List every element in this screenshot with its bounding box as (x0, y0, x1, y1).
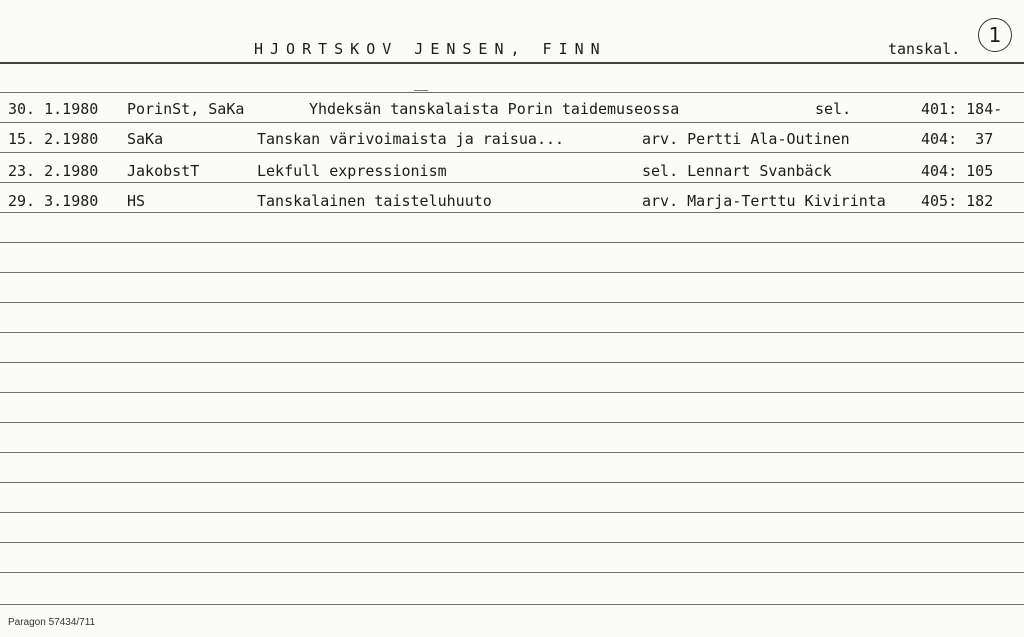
entry-kind: sel. Lennart Svanbäck (642, 162, 832, 180)
entry-source: PorinSt, SaKa (127, 100, 245, 118)
ruled-line (0, 272, 1024, 273)
entry-source: HS (127, 192, 146, 210)
entry-kind: sel. (815, 100, 852, 118)
entry-date: 15. 2.1980 (8, 130, 99, 148)
card-print-code: Paragon 57434/711 (8, 617, 96, 628)
ruled-line (0, 452, 1024, 453)
ruled-line (0, 392, 1024, 393)
ruled-line (0, 182, 1024, 183)
ruled-line (0, 542, 1024, 543)
entry-kind: arv. Marja-Terttu Kivirinta (642, 192, 886, 210)
ruled-line (0, 604, 1024, 605)
entry-reference: 405: 182 (921, 192, 994, 210)
card-category: tanskal. (888, 40, 961, 58)
ruled-line (0, 572, 1024, 573)
entry-date: 30. 1.1980 (8, 100, 99, 118)
entry-title: Yhdeksän tanskalaista Porin taidemuseossa (309, 100, 680, 118)
ruled-line (0, 362, 1024, 363)
entry-title: Tanskalainen taisteluhuuto (257, 192, 492, 210)
ruled-line (0, 422, 1024, 423)
entry-date: 23. 2.1980 (8, 162, 99, 180)
entry-reference: 404: 105 (921, 162, 994, 180)
ruled-line (0, 302, 1024, 303)
ruled-line (0, 482, 1024, 483)
card-number-badge: 1 (978, 18, 1012, 52)
margin-tick (414, 90, 428, 91)
ruled-line (0, 122, 1024, 123)
entry-source: JakobstT (127, 162, 200, 180)
ruled-line (0, 92, 1024, 93)
card-heading-name: HJORTSKOV JENSEN, FINN (254, 40, 607, 58)
ruled-line (0, 212, 1024, 213)
ruled-line (0, 512, 1024, 513)
header-rule (0, 62, 1024, 64)
ruled-line (0, 152, 1024, 153)
ruled-line (0, 332, 1024, 333)
entry-kind: arv. Pertti Ala-Outinen (642, 130, 850, 148)
entry-date: 29. 3.1980 (8, 192, 99, 210)
entry-source: SaKa (127, 130, 164, 148)
entry-title: Tanskan värivoimaista ja raisua... (257, 130, 565, 148)
entry-reference: 404: 37 (921, 130, 994, 148)
entry-title: Lekfull expressionism (257, 162, 447, 180)
ruled-line (0, 242, 1024, 243)
entry-reference: 401: 184- (921, 100, 1003, 118)
